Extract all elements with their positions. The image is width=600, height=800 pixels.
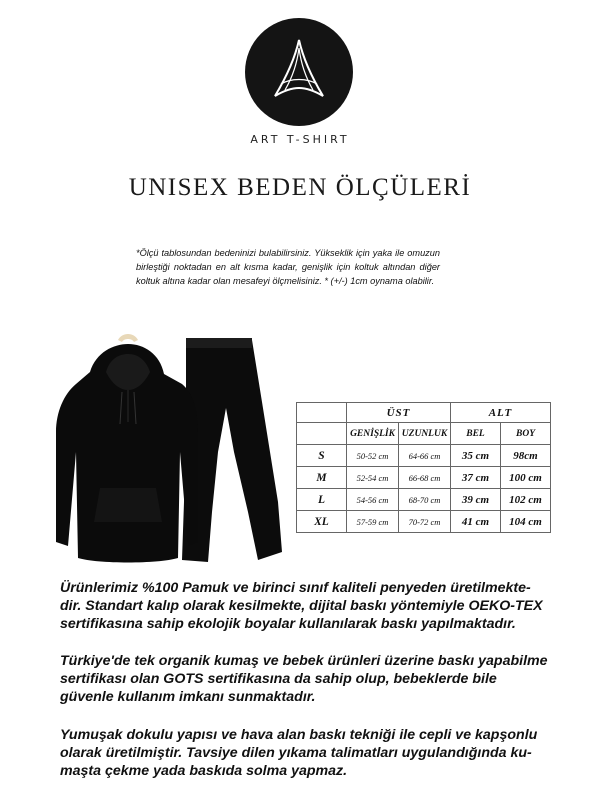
table-group-header <box>297 403 551 423</box>
waist-cell: 41 cm <box>451 511 501 533</box>
paragraph-certification: Türkiye'de tek organik kumaş ve bebek ürünleri üzerine baskı yapabilme sertifikası olan GOTS sertifikasına da sahip olup, bebeklerde bile güvenle kullanım imkanı sunmaktadır. <box>60 653 548 705</box>
col-header-height: BOY <box>501 423 551 445</box>
height-cell: 102 cm <box>501 489 551 511</box>
group-header-top: ÜST <box>347 403 451 423</box>
length-cell: 70-72 cm <box>399 511 451 533</box>
brand-name: ART T-SHIRT <box>250 133 350 146</box>
width-cell: 54-56 cm <box>347 489 399 511</box>
hoodie-icon <box>56 334 198 563</box>
page-title: UNISEX BEDEN ÖLÇÜLERİ <box>128 174 472 201</box>
length-cell: 66-68 cm <box>399 467 451 489</box>
height-cell: 98cm <box>501 445 551 467</box>
paragraph-material: Ürünlerimiz %100 Pamuk ve birinci sınıf kaliteli penyeden üretilmekte-dir. Standart kalıp olarak kesilmekte, dijital baskı yöntemiyle OEKO-TEX sertifikasına sahip ekolojik boyalar kullanılarak baskı yapılmaktadır. <box>60 580 543 632</box>
table-corner-cell <box>297 403 347 423</box>
height-cell: 104 cm <box>501 511 551 533</box>
table-row <box>297 511 551 533</box>
table-blank-cell <box>297 423 347 445</box>
table-column-header <box>297 423 551 445</box>
waist-cell: 39 cm <box>451 489 501 511</box>
hoodie-and-pants-image <box>48 332 293 572</box>
table-row <box>297 467 551 489</box>
table-row <box>297 489 551 511</box>
width-cell: 50-52 cm <box>347 445 399 467</box>
width-cell: 57-59 cm <box>347 511 399 533</box>
size-cell: M <box>297 467 347 489</box>
paragraph-care: Yumuşak dokulu yapısı ve hava alan baskı tekniği ile cepli ve kapşonlu olarak üretilmiştir. Tavsiye dilen yıkama talimatları uygulandığında ku-maşta çekme yada baskıda solma yapmaz. <box>60 727 538 779</box>
size-cell: XL <box>297 511 347 533</box>
triangle-logo-icon <box>245 18 353 126</box>
height-cell: 100 cm <box>501 467 551 489</box>
waist-cell: 35 cm <box>451 445 501 467</box>
col-header-waist: BEL <box>451 423 501 445</box>
length-cell: 64-66 cm <box>399 445 451 467</box>
size-table <box>296 402 551 533</box>
col-header-width: GENİŞLİK <box>347 423 399 445</box>
waist-cell: 37 cm <box>451 467 501 489</box>
col-header-length: UZUNLUK <box>399 423 451 445</box>
brand-logo <box>245 18 353 126</box>
length-cell: 68-70 cm <box>399 489 451 511</box>
size-cell: S <box>297 445 347 467</box>
group-header-bottom: ALT <box>451 403 551 423</box>
width-cell: 52-54 cm <box>347 467 399 489</box>
table-row <box>297 445 551 467</box>
size-cell: L <box>297 489 347 511</box>
measurement-note: *Ölçü tablosundan bedeninizi bulabilirsiniz. Yükseklik için yaka ile omuzun birleştiği noktadan en alt kısma kadar, genişlik için koltuk altından diğer koltuk altına kadar olan mesafeyi ölçmelisiniz. * (+/-) 1cm oynama olabilir. <box>136 248 440 286</box>
